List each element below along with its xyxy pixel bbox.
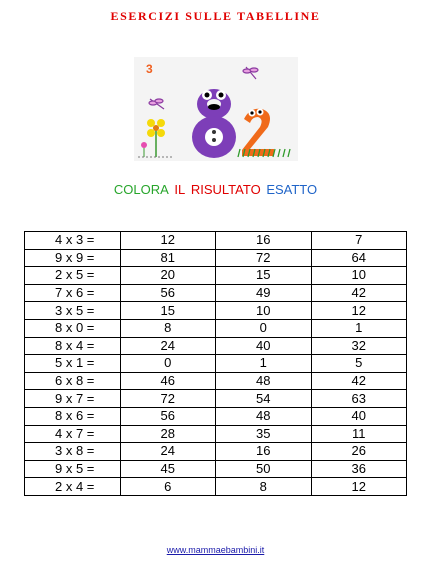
answer-option-cell[interactable]: 11 (311, 425, 407, 443)
answer-option-cell[interactable]: 10 (216, 302, 312, 320)
answer-option-cell[interactable]: 16 (216, 443, 312, 461)
operation-cell: 6 x 8 = (25, 372, 121, 390)
answer-option-cell[interactable]: 42 (311, 284, 407, 302)
answer-option-cell[interactable]: 40 (216, 337, 312, 355)
table-row (25, 302, 407, 320)
answer-option-cell[interactable]: 49 (216, 284, 312, 302)
page-title: ESERCIZI SULLE TABELLINE (110, 9, 321, 23)
answer-option-cell[interactable]: 15 (216, 267, 312, 285)
answer-option-cell[interactable]: 48 (216, 407, 312, 425)
answer-option-cell[interactable]: 72 (120, 390, 216, 408)
operation-cell: 4 x 7 = (25, 425, 121, 443)
operation-cell: 7 x 6 = (25, 284, 121, 302)
answer-option-cell[interactable]: 56 (120, 407, 216, 425)
answer-option-cell[interactable]: 1 (311, 319, 407, 337)
answer-option-cell[interactable]: 1 (216, 355, 312, 373)
operation-cell: 9 x 5 = (25, 460, 121, 478)
operation-cell: 4 x 3 = (25, 232, 121, 250)
footer-link[interactable]: www.mammaebambini.it (166, 545, 265, 555)
operation-cell: 9 x 7 = (25, 390, 121, 408)
operation-cell: 8 x 6 = (25, 407, 121, 425)
answer-option-cell[interactable]: 45 (120, 460, 216, 478)
answer-option-cell[interactable]: 40 (311, 407, 407, 425)
table-row (25, 390, 407, 408)
table-row (25, 232, 407, 250)
operation-cell: 3 x 5 = (25, 302, 121, 320)
answer-option-cell[interactable]: 6 (120, 478, 216, 496)
digit-eight-character (192, 89, 236, 158)
answer-option-cell[interactable]: 7 (311, 232, 407, 250)
operation-cell: 2 x 4 = (25, 478, 121, 496)
operation-cell: 9 x 9 = (25, 249, 121, 267)
instruction-word: COLORA (113, 182, 169, 197)
answer-option-cell[interactable]: 32 (311, 337, 407, 355)
table-row (25, 372, 407, 390)
answer-option-cell[interactable]: 50 (216, 460, 312, 478)
answer-option-cell[interactable]: 26 (311, 443, 407, 461)
instruction-word: IL (174, 182, 186, 197)
answer-option-cell[interactable]: 28 (120, 425, 216, 443)
multiplication-table (24, 231, 407, 496)
answer-option-cell[interactable]: 36 (311, 460, 407, 478)
table-row (25, 319, 407, 337)
small-number-label: 3 (146, 62, 153, 76)
answer-option-cell[interactable]: 5 (311, 355, 407, 373)
answer-option-cell[interactable]: 42 (311, 372, 407, 390)
table-row (25, 460, 407, 478)
table-row (25, 355, 407, 373)
operation-cell: 8 x 4 = (25, 337, 121, 355)
table-row (25, 284, 407, 302)
answer-option-cell[interactable]: 24 (120, 337, 216, 355)
table-row (25, 249, 407, 267)
table-row (25, 425, 407, 443)
answer-option-cell[interactable]: 0 (216, 319, 312, 337)
answer-option-cell[interactable]: 0 (120, 355, 216, 373)
answer-option-cell[interactable]: 8 (120, 319, 216, 337)
answer-option-cell[interactable]: 24 (120, 443, 216, 461)
operation-cell: 8 x 0 = (25, 319, 121, 337)
instruction-word: ESATTO (266, 182, 318, 197)
answer-option-cell[interactable]: 8 (216, 478, 312, 496)
answer-option-cell[interactable]: 35 (216, 425, 312, 443)
table-row (25, 407, 407, 425)
answer-option-cell[interactable]: 12 (120, 232, 216, 250)
answer-option-cell[interactable]: 16 (216, 232, 312, 250)
table-row (25, 443, 407, 461)
table-row (25, 267, 407, 285)
answer-option-cell[interactable]: 81 (120, 249, 216, 267)
answer-option-cell[interactable]: 56 (120, 284, 216, 302)
answer-option-cell[interactable]: 10 (311, 267, 407, 285)
numbers-illustration (134, 57, 298, 161)
table-row (25, 478, 407, 496)
answer-option-cell[interactable]: 64 (311, 249, 407, 267)
table-row (25, 337, 407, 355)
instruction-word: RISULTATO (190, 182, 261, 197)
answer-option-cell[interactable]: 12 (311, 478, 407, 496)
answer-option-cell[interactable]: 15 (120, 302, 216, 320)
answer-option-cell[interactable]: 20 (120, 267, 216, 285)
answer-option-cell[interactable]: 54 (216, 390, 312, 408)
instruction-text (0, 182, 431, 197)
operation-cell: 5 x 1 = (25, 355, 121, 373)
operation-cell: 3 x 8 = (25, 443, 121, 461)
answer-option-cell[interactable]: 48 (216, 372, 312, 390)
answer-option-cell[interactable]: 46 (120, 372, 216, 390)
answer-option-cell[interactable]: 63 (311, 390, 407, 408)
operation-cell: 2 x 5 = (25, 267, 121, 285)
answer-option-cell[interactable]: 72 (216, 249, 312, 267)
answer-option-cell[interactable]: 12 (311, 302, 407, 320)
